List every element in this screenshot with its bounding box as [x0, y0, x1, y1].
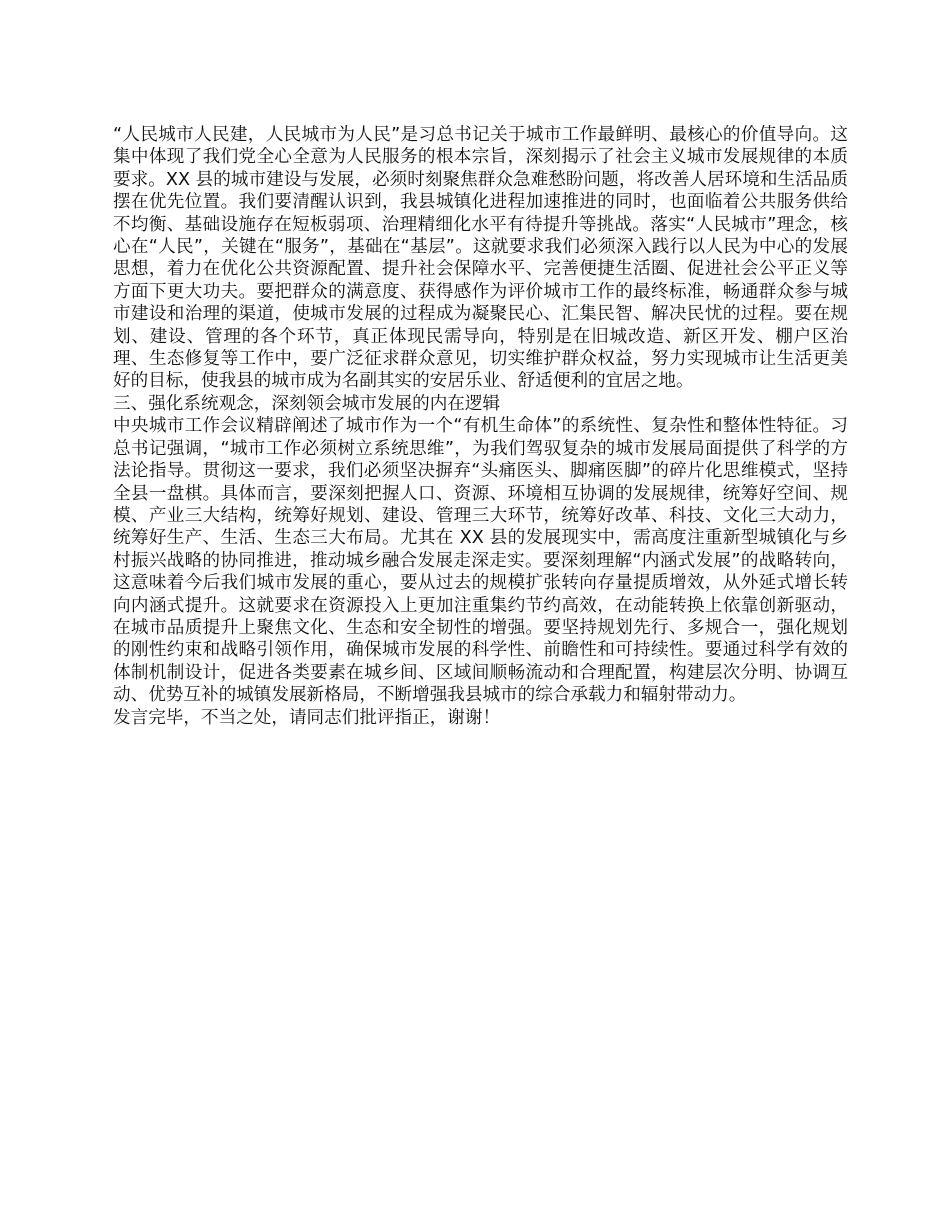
- closing-remark: 发言完毕，不当之处，请同志们批评指正，谢谢！: [113, 707, 501, 728]
- document-body: [113, 124, 848, 729]
- section-heading: 三、强化系统观念，深刻领会城市发展的内在逻辑: [113, 393, 501, 414]
- body-paragraph-people-city: “人民城市人民建，人民城市为人民”是习总书记关于城市工作最鲜明、最核心的价值导向。这集中体现了我们党全心全意为人民服务的根本宗旨，深刻揭示了社会主义城市发展规律的本质要求。XX 县的城市建设与发展，必须时刻聚焦群众急难愁盼问题，将改善人居环境和生活品质摆在优先位置。我们要清醒认识到，我县城镇化进程加速推进的同时，也面临着公共服务供给不均衡、基础设施存在短板弱项、治理精细化水平有待提升等挑战。落实“人民城市”理念，核心在“人民”，关键在“服务”，基础在“基层”。这就要求我们必须深入践行以人民为中心的发展思想，着力在优化公共资源配置、提升社会保障水平、完善便捷生活圈、促进社会公平正义等方面下更大功夫。要把群众的满意度、获得感作为评价城市工作的最终标准，畅通群众参与城市建设和治理的渠道，使城市发展的过程成为凝聚民心、汇集民智、解决民忧的过程。要在规划、建设、管理的各个环节，真正体现民需导向，特别是在旧城改造、新区开发、棚户区治理、生态修复等工作中，要广泛征求群众意见，切实维护群众权益，努力实现城市让生活更美好的目标，使我县的城市成为名副其实的安居乐业、舒适便利的宜居之地。: [113, 125, 848, 392]
- body-paragraph-systems-thinking: 中央城市工作会议精辟阐述了城市作为一个“有机生命体”的系统性、复杂性和整体性特征。习总书记强调，“城市工作必须树立系统思维”，为我们驾驭复杂的城市发展局面提供了科学的方法论指导。贯彻这一要求，我们必须坚决摒弃“头痛医头、脚痛医脚”的碎片化思维模式，坚持全县一盘棋。具体而言，要深刻把握人口、资源、环境相互协调的发展规律，统筹好空间、规模、产业三大结构，统筹好规划、建设、管理三大环节，统筹好改革、科技、文化三大动力，统筹好生产、生活、生态三大布局。尤其在 XX 县的发展现实中，需高度注重新型城镇化与乡村振兴战略的协同推进，推动城乡融合发展走深走实。要深刻理解“内涵式发展”的战略转向，这意味着今后我们城市发展的重心，要从过去的规模扩张转向存量提质增效，从外延式增长转向内涵式提升。这就要求在资源投入上更加注重集约节约高效，在动能转换上依靠创新驱动，在城市品质提升上聚焦文化、生态和安全韧性的增强。要坚持规划先行、多规合一，强化规划的刚性约束和战略引领作用，确保城市发展的科学性、前瞻性和可持续性。要通过科学有效的体制机制设计，促进各类要素在城乡间、区域间顺畅流动和合理配置，构建层次分明、协调互动、优势互补的城镇发展新格局，不断增强我县城市的综合承载力和辐射带动力。: [113, 416, 848, 706]
